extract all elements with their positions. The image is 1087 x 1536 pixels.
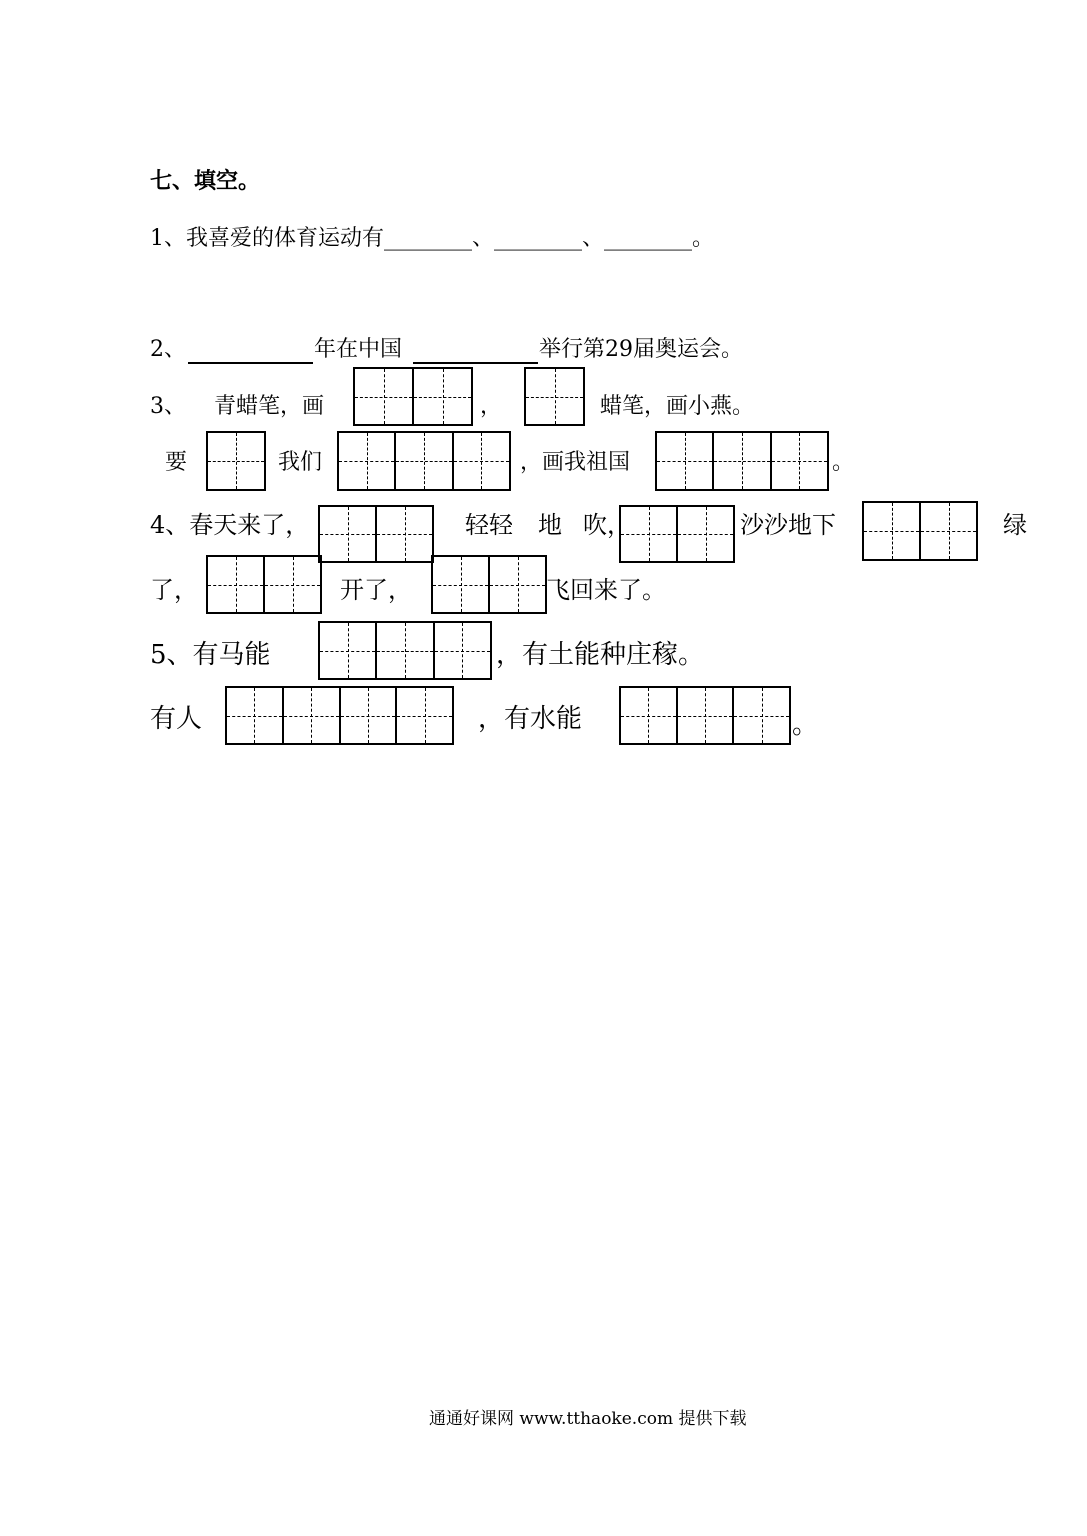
blank-line-city[interactable] [413, 362, 538, 364]
question-4-text-a: 4、春天来了， [150, 511, 310, 539]
question-3-text-e: 我们 [278, 450, 323, 475]
answer-grid-3[interactable] [337, 431, 511, 491]
question-3-number: 3、 [150, 394, 186, 419]
answer-grid-1[interactable] [206, 431, 266, 491]
question-2-text-1: 年在中国 [314, 337, 403, 362]
question-4-text-d: 吹， [583, 511, 631, 539]
question-5-text-e: 。 [792, 710, 819, 740]
answer-grid-1[interactable] [524, 367, 585, 426]
blank-line-year[interactable] [188, 362, 313, 364]
question-4-text-b: 轻轻 [465, 511, 513, 539]
question-3-text-g: 。 [832, 450, 855, 475]
question-4-text-c: 地 [538, 511, 562, 539]
question-5-text-b: ，有土能种庄稼。 [496, 640, 705, 670]
question-4-text-f: 绿 [1003, 511, 1027, 539]
question-4-text-h: 开了， [340, 576, 412, 604]
question-2-text-2: 举行第29届奥运会。 [539, 337, 743, 362]
question-3-text-a: 青蜡笔，画 [214, 394, 325, 419]
question-4-text-i: 飞回来了。 [546, 576, 666, 604]
question-4-text-g: 了， [150, 576, 198, 604]
answer-grid-4[interactable] [225, 686, 454, 745]
question-1: 1、我喜爱的体育运动有________、________、________。 [150, 226, 714, 251]
question-2-number: 2、 [150, 337, 186, 362]
question-5-text-d: ，有水能 [478, 704, 583, 734]
question-3-text-f: ，画我祖国 [520, 450, 631, 475]
answer-grid-3[interactable] [619, 686, 791, 745]
question-5-text-a: 5、有马能 [150, 640, 271, 670]
question-3-text-d: 要 [165, 450, 188, 475]
answer-grid-2[interactable] [353, 367, 473, 426]
answer-grid-2[interactable] [431, 555, 547, 614]
answer-grid-2[interactable] [862, 501, 978, 561]
answer-grid-2[interactable] [619, 505, 735, 563]
answer-grid-2[interactable] [206, 555, 322, 614]
footer-text: 通通好课网 www.tthaoke.com 提供下载 [429, 1409, 747, 1429]
answer-grid-3[interactable] [655, 431, 829, 491]
answer-grid-3[interactable] [318, 621, 492, 680]
answer-grid-2[interactable] [318, 505, 434, 563]
question-4-text-e: 沙沙地下 [740, 511, 836, 539]
question-3-text-b: ， [480, 394, 503, 419]
section-heading: 七、填空。 [150, 168, 261, 194]
question-3-text-c: 蜡笔，画小燕。 [600, 394, 755, 419]
question-5-text-c: 有人 [150, 704, 203, 734]
